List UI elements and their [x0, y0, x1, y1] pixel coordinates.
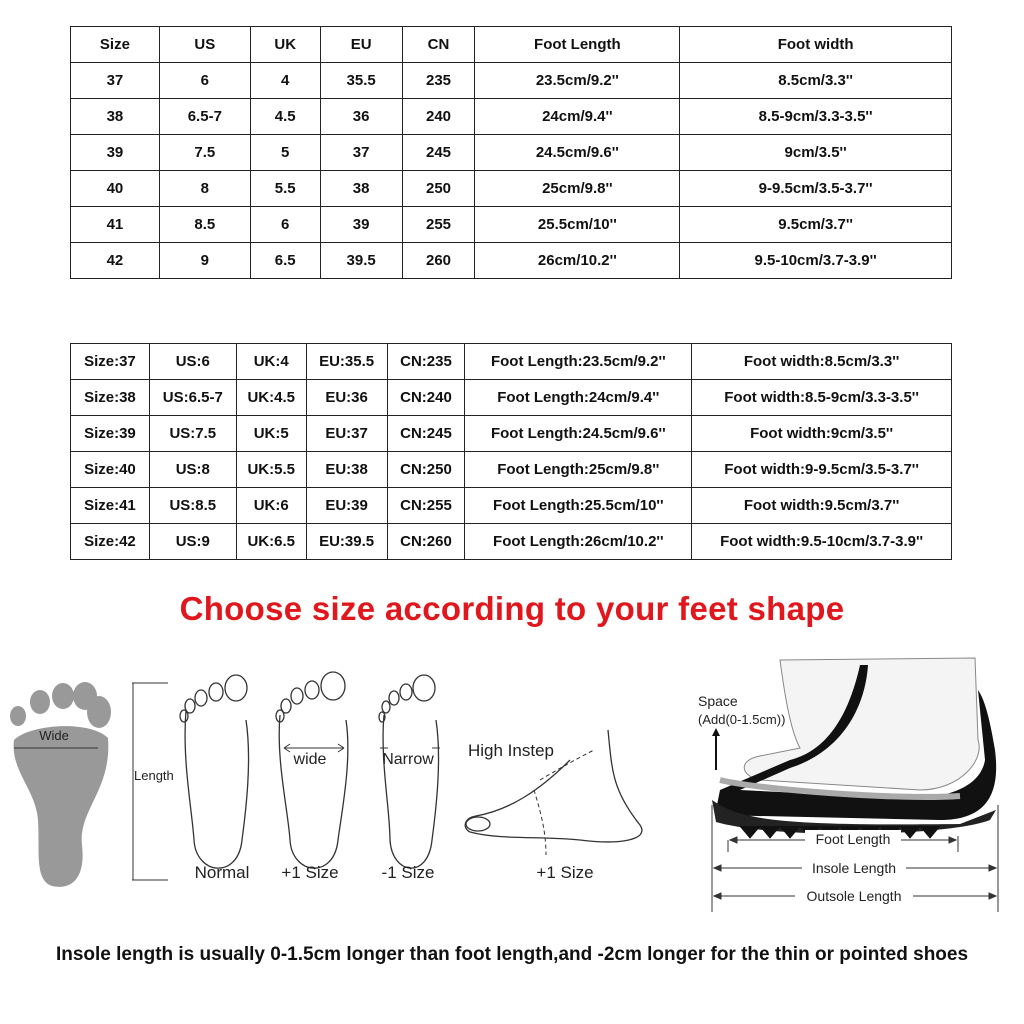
table-row — [71, 344, 952, 380]
table-cell: 7.5 — [159, 135, 250, 171]
length-label: Length — [134, 768, 174, 783]
table-cell: Foot Length:23.5cm/9.2'' — [465, 344, 692, 380]
table-row — [71, 99, 952, 135]
normal-foot-icon — [180, 675, 249, 868]
table-cell: 8.5 — [159, 207, 250, 243]
table-cell: 26cm/10.2'' — [475, 243, 680, 279]
table-row — [71, 207, 952, 243]
foot-shape-diagram — [0, 640, 1024, 940]
table-cell: 9cm/3.5'' — [680, 135, 952, 171]
wide-foot-icon — [276, 672, 348, 868]
table-row — [71, 452, 952, 488]
table-cell: 37 — [320, 135, 402, 171]
table-row — [71, 171, 952, 207]
table-cell: UK:5.5 — [236, 452, 306, 488]
table-cell: Foot width:8.5cm/3.3'' — [692, 344, 952, 380]
table-cell: Size:37 — [71, 344, 150, 380]
table-row — [71, 135, 952, 171]
table-cell: Foot Length:25.5cm/10'' — [465, 488, 692, 524]
table-cell: 235 — [402, 63, 475, 99]
outsole-length-label: Outsole Length — [806, 888, 902, 904]
table-cell: CN:240 — [387, 380, 465, 416]
table-cell: Size:41 — [71, 488, 150, 524]
table-cell: EU:35.5 — [306, 344, 387, 380]
table-cell: Foot Length:24cm/9.4'' — [465, 380, 692, 416]
table-cell: 4 — [250, 63, 320, 99]
table-cell: 255 — [402, 207, 475, 243]
table-cell: US:8.5 — [149, 488, 236, 524]
column-header: Foot Length — [475, 27, 680, 63]
table-cell: UK:4.5 — [236, 380, 306, 416]
table-cell: CN:235 — [387, 344, 465, 380]
table-cell: US:8 — [149, 452, 236, 488]
table-cell: Foot Length:24.5cm/9.6'' — [465, 416, 692, 452]
table-cell: CN:245 — [387, 416, 465, 452]
minus-one-size-caption: -1 Size — [381, 863, 435, 882]
column-header: US — [159, 27, 250, 63]
foot-length-label: Foot Length — [815, 831, 891, 847]
shoe-cross-section-icon — [712, 658, 996, 838]
table-cell: Foot width:9-9.5cm/3.5-3.7'' — [692, 452, 952, 488]
table-cell: 24.5cm/9.6'' — [475, 135, 680, 171]
table-cell: CN:260 — [387, 524, 465, 560]
table-cell: EU:39 — [306, 488, 387, 524]
table-cell: 6.5-7 — [159, 99, 250, 135]
table-cell: UK:5 — [236, 416, 306, 452]
table-cell: Foot width:9cm/3.5'' — [692, 416, 952, 452]
table-row — [71, 63, 952, 99]
table-cell: 25cm/9.8'' — [475, 171, 680, 207]
table-cell: 6 — [250, 207, 320, 243]
table-cell: 6.5 — [250, 243, 320, 279]
table-cell: 41 — [71, 207, 160, 243]
narrow-mark: Narrow — [382, 751, 434, 768]
table-row — [71, 380, 952, 416]
table-row — [71, 488, 952, 524]
table-cell: EU:38 — [306, 452, 387, 488]
table-cell: Size:39 — [71, 416, 150, 452]
table-cell: 6 — [159, 63, 250, 99]
table-cell: US:6 — [149, 344, 236, 380]
size-table-1-body — [71, 27, 952, 279]
footnote: Insole length is usually 0-1.5cm longer than foot length,and -2cm longer for the thin or pointed shoes — [55, 944, 969, 965]
table-cell: 39 — [320, 207, 402, 243]
table-cell: Foot Length:26cm/10.2'' — [465, 524, 692, 560]
table-cell: 5.5 — [250, 171, 320, 207]
size-table-2 — [70, 343, 952, 560]
normal-caption: Normal — [194, 863, 250, 882]
column-header: EU — [320, 27, 402, 63]
table-cell: CN:250 — [387, 452, 465, 488]
table-cell: 24cm/9.4'' — [475, 99, 680, 135]
table-cell: 4.5 — [250, 99, 320, 135]
size-table-2-body — [71, 344, 952, 560]
table-cell: 39 — [71, 135, 160, 171]
insole-length-label: Insole Length — [811, 860, 897, 876]
table-row — [71, 243, 952, 279]
table-cell: US:9 — [149, 524, 236, 560]
table-cell: Foot width:9.5cm/3.7'' — [692, 488, 952, 524]
narrow-foot-icon — [379, 675, 440, 868]
table-cell: 245 — [402, 135, 475, 171]
table-cell: 39.5 — [320, 243, 402, 279]
space-label: Space — [698, 693, 738, 709]
headline: Choose size according to your feet shape — [179, 590, 845, 627]
table-cell: 8.5cm/3.3'' — [680, 63, 952, 99]
table-row — [71, 416, 952, 452]
table-cell: 250 — [402, 171, 475, 207]
table-cell: Foot width:9.5-10cm/3.7-3.9'' — [692, 524, 952, 560]
column-header: Foot width — [680, 27, 952, 63]
table-cell: 260 — [402, 243, 475, 279]
table-cell: Foot Length:25cm/9.8'' — [465, 452, 692, 488]
table-cell: Size:38 — [71, 380, 150, 416]
table-cell: 38 — [320, 171, 402, 207]
size-table-1 — [70, 26, 952, 279]
space-sub-label: (Add(0-1.5cm)) — [698, 712, 786, 727]
column-header: CN — [402, 27, 475, 63]
table-cell: Size:40 — [71, 452, 150, 488]
column-header: Size — [71, 27, 160, 63]
table-cell: 9.5cm/3.7'' — [680, 207, 952, 243]
column-header: UK — [250, 27, 320, 63]
table-row — [71, 524, 952, 560]
table-cell: CN:255 — [387, 488, 465, 524]
table-cell: 36 — [320, 99, 402, 135]
table-cell: 9 — [159, 243, 250, 279]
table-header-row — [71, 27, 952, 63]
table-cell: EU:37 — [306, 416, 387, 452]
table-cell: 23.5cm/9.2'' — [475, 63, 680, 99]
table-cell: 42 — [71, 243, 160, 279]
table-cell: 240 — [402, 99, 475, 135]
table-cell: 40 — [71, 171, 160, 207]
table-cell: EU:36 — [306, 380, 387, 416]
table-cell: UK:4 — [236, 344, 306, 380]
table-cell: 8 — [159, 171, 250, 207]
table-cell: 38 — [71, 99, 160, 135]
table-cell: UK:6 — [236, 488, 306, 524]
footprint-icon — [10, 682, 111, 887]
plus-one-size-caption: +1 Size — [281, 863, 339, 882]
table-cell: 9.5-10cm/3.7-3.9'' — [680, 243, 952, 279]
table-cell: 25.5cm/10'' — [475, 207, 680, 243]
table-cell: UK:6.5 — [236, 524, 306, 560]
table-cell: 5 — [250, 135, 320, 171]
table-cell: Size:42 — [71, 524, 150, 560]
table-cell: 37 — [71, 63, 160, 99]
table-cell: US:6.5-7 — [149, 380, 236, 416]
high-instep-title: High Instep — [468, 741, 554, 760]
table-cell: 9-9.5cm/3.5-3.7'' — [680, 171, 952, 207]
table-cell: Foot width:8.5-9cm/3.3-3.5'' — [692, 380, 952, 416]
table-cell: 35.5 — [320, 63, 402, 99]
high-instep-caption: +1 Size — [536, 863, 594, 882]
wide-label: Wide — [39, 728, 69, 743]
wide-mark: wide — [293, 751, 327, 768]
table-cell: EU:39.5 — [306, 524, 387, 560]
table-cell: US:7.5 — [149, 416, 236, 452]
table-cell: 8.5-9cm/3.3-3.5'' — [680, 99, 952, 135]
